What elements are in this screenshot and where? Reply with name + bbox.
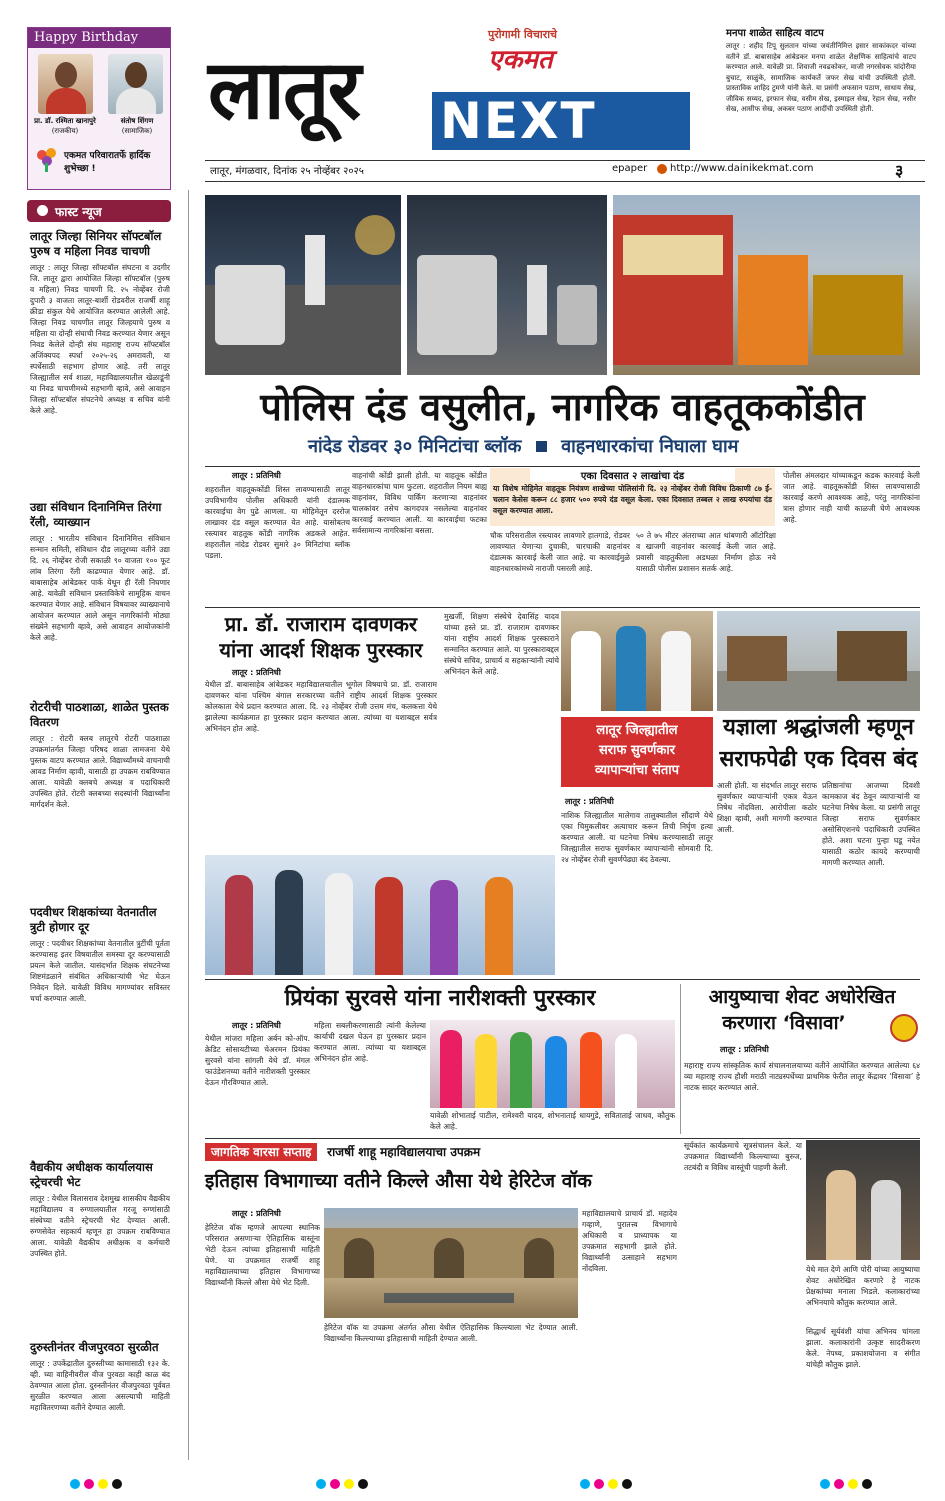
- teacher-headline-1: प्रा. डॉ. राजाराम दावणकर: [224, 612, 418, 636]
- heritage-headline: इतिहास विभागाच्या वतीने किल्ले औसा येथे हेरिटेज वॉक: [205, 1170, 592, 1192]
- lead-col-2: वाहनांची कोंडी झाली होती. या वाहतूक कोंडीत वाहनधारकांचा घाम फुटला. शहरातील नियम बाह्य वाहनांवर, विविध पार्किंग करणाऱ्या वाहनांवर चालकांवर तसेच कागदपत्र नसलेल्या वाहनांवर कारवाई करण्यात आली. या कारवाईचा फटका सर्वसामान्य नागरिकांना बसला.: [352, 471, 487, 535]
- sahitya-headline: मनपा शाळेत साहित्य वाटप: [726, 28, 824, 39]
- masthead-title: लातूर: [208, 43, 360, 138]
- priyanka-body: येथील मांजरा महिला अर्बन को-ऑप. क्रेडिट सोसायटीच्या चेअरमन प्रियंका सुरवसे यांना सांगली येथे डॉ. मंगल फाउंडेशनच्या वतीने नारीशक्ती पुरस्कार देऊन गौरविण्यात आले.: [205, 1034, 310, 1087]
- lead-photo-1: [205, 195, 401, 375]
- saraf-body-3: प्रतिष्ठानांचा आजच्या दिवशी कामकाज बंद ठेवून व्यापाऱ्यांनी या घटनेचा निषेध केला. या प्रसंगी लातूर जिल्हा सराफ सुवर्णकार असोसिएशनचे पदाधिकारी उपस्थित होते. अशा घटना पुन्हा घडू नयेत यासाठी कठोर कायदे करण्याची मागणी करण्यात आली.: [822, 781, 920, 867]
- fast-news-body: लातूर : येथील विलासराव देशमुख शासकीय वैद्यकीय महाविद्यालय व रुग्णालयातील गरजू रुग्णांसाठी संस्थेच्या वतीने स्ट्रेचरची भेट देण्यात आली. रुग्णसेवेत सहकार्य म्हणून हा उपक्रम राबविण्यात आला. यावेळी वैद्यकीय अधीक्षक व कर्मचारी उपस्थित होते.: [30, 1194, 170, 1258]
- fast-news-banner: [27, 200, 171, 222]
- lead-headline: पोलिस दंड वसुलीत, नागरिक वाहतूककोंडीत: [260, 385, 865, 429]
- birthday-name-1: प्रा. डॉ. रश्मिता खानापुरे: [34, 117, 96, 125]
- birthday-box: [27, 27, 171, 190]
- heritage-kicker-2: राजर्षी शाहू महाविद्यालयाचा उपक्रम: [327, 1145, 481, 1159]
- birthday-name-2: संतोष शिंगण: [120, 117, 154, 125]
- saraf-byline: लातूर : प्रतिनिधी: [565, 797, 614, 806]
- saraf-body: नाशिक जिल्ह्यातील मालेगाव तालुक्यातील सौंदाणे येथे एका चिमुकलीवर अत्याचार करून तिची निर्घृण हत्या करण्यात आली. या घटनेचा निषेध करण्यासाठी लातूर जिल्ह्यातील सराफ सुवर्णकार व्यापाऱ्यांनी सोमवारी दि. २४ नोव्हेंबर रोजी सुवर्णपेढ्या बंद ठेवल्या.: [561, 811, 713, 864]
- fast-news-headline: उद्या संविधान दिनानिमित्त तिरंगा रॅली, व्याख्यान: [30, 500, 162, 529]
- saraf-headline-1: यज्ञाला श्रद्धांजली म्हणून: [723, 715, 914, 740]
- masthead-brand: एकमत: [488, 45, 553, 75]
- page-number: ३: [895, 161, 904, 180]
- visava-photo: [806, 1140, 920, 1260]
- fast-news-label: फास्ट न्यूज: [55, 205, 102, 219]
- heritage-body-2: हेरिटेज वॉक या उपक्रमा अंतर्गत औसा येथील ऐतिहासिक किल्ल्याला भेट देण्यात आली. विद्यार्थ्यांना किल्ल्याच्या इतिहासाची माहिती देण्यात आली.: [324, 1323, 578, 1343]
- fast-news-headline: पदवीधर शिक्षकांच्या वेतनातील त्रुटी होणार दूर: [30, 905, 157, 934]
- fast-news-item: [30, 229, 170, 500]
- registration-marks: [0, 1475, 945, 1495]
- birthday-photo-2: [108, 54, 163, 114]
- flower-icon: [34, 146, 60, 172]
- lead-col-1: शहरातील वाहतूककोंडी शिस्त लावण्यासाठी लातूर उपविभागीय पोलीस अधिकारी यांनी दंडात्मक कारवाईचा वेग पुढे आणला. या मोहिमेतून दररोज लाखावर दंड वसूल करण्यात येत आहे. यासोबतच रस्त्यावर वाहतूक कोंडी नागरिक अडकले आहेत. शहरातील नांदेड रोडवर सुमारे ३० मिनिटांचा ब्लॉक पडला.: [205, 485, 350, 560]
- saraf-tag-1: लातूर जिल्ह्यातील: [596, 723, 678, 738]
- priyanka-byline: लातूर : प्रतिनिधी: [232, 1021, 281, 1030]
- birthday-sub-2: (सामाजिक): [121, 127, 153, 135]
- saraf-photo-1: [561, 611, 713, 711]
- fast-news-item: [30, 1160, 170, 1328]
- fast-news-body: लातूर : रोटरी क्लब लातूरचेे रोटरी पाठशाळा उपक्रमांतर्गत जिल्हा परिषद शाळा लामजना येथे पुस्तक वाटप करण्यात आले. विद्यार्थ्यांमध्ये वाचनाची आवड निर्माण व्हावी, यासाठी हा उपक्रम राबविण्यात आला. यावेळी क्लबचे अध्यक्ष व पदाधिकारी उपस्थित होते. रोटरी क्लबच्या सदस्यांनी विद्यार्थ्यांना मार्गदर्शन केले.: [30, 734, 170, 809]
- lead-subhead-2: वाहनधारकांचा निघाला घाम: [561, 436, 739, 457]
- fast-news-body: लातूर : उपकेंद्रातील दुरुस्तीच्या कामासाठी १३२ के. व्ही. च्या वाहिनीवरील वीज पुरवठा काही काळ बंद ठेवण्यात आला होता. दुरुस्तीनंतर वीजपुरवठा पूर्ववत सुरळीत करण्यात आला असल्याची माहिती महावितरणच्या वतीने देण्यात आली.: [30, 1359, 170, 1412]
- priyanka-headline: प्रियंका सुरवसे यांना नारीशक्ती पुरस्कार: [284, 986, 596, 1011]
- birthday-sub-1: (राजकीय): [51, 127, 79, 135]
- lead-col-5: पोलीस अंमलदार यांच्याकडून कडक कारवाई केली जात आहे. वाहतूककोंडी शिस्त लावण्यासाठी कारवाई करणे आवश्यक आहे, परंतु नागरिकांना त्रास होणार नाही याची काळजी घेणे आवश्यक आहे.: [783, 471, 920, 524]
- fast-news-item: [30, 500, 170, 703]
- teacher-byline: लातूर : प्रतिनिधी: [232, 668, 281, 677]
- sahitya-body: लातूर : शहीद टिपू सुलतान यांच्या जयंतीनिमित्त इसार साकांकदर यांच्या वतीने डॉ. बाबासाहेब आंबेडकर मनपा शाळेत शैक्षणिक साहित्यांचे वाटप करण्यात आले. यावेळी प्रा. शिवाजी नवढकोकर, माजी नगरसेवक चांदोरीया बुचाट, साळुंके, सामाजिक कार्यकर्ते जफर सेख यांची उपस्थिती होती. प्रास्ताविक शाहिद टुमणे यांनी केले. या प्रसंगी अफसान पठाण, साधाय सेख, जीविक सय्यद, इरफान सेख, वसीम सेख, इस्माइल सेख, रेहान सेख, नसीर सेख, आसीफ सेख, अकबर पठाण आदींची उपस्थिती होती.: [726, 42, 916, 113]
- fast-news-item: [30, 905, 170, 1148]
- square-bullet-icon: [536, 441, 547, 452]
- saraf-tag-3: व्यापाऱ्यांचा संताप: [594, 763, 680, 778]
- site-url[interactable]: http://www.dainikekmat.com: [670, 163, 814, 174]
- teacher-body: येथील डॉ. बाबासाहेब आंबेडकर महाविद्यालयातील भूगोल विषयाचे प्रा. डॉ. राजाराम दावणकर यांना पश्चिम बंगाल सरकारच्या वतीने राष्ट्रीय आदर्श शिक्षक पुरस्कार कोलकाता येथे प्रदान करण्यात आला. दि. २३ नोव्हेंबर रोजी उत्तम मंच, कलकत्ता येथे झालेल्या कार्यक्रमात हा पुरस्कार प्रदान करण्यात आला. त्यांच्या या यशाबद्दल सर्वत्र अभिनंदन होत आहे.: [205, 680, 437, 733]
- teacher-headline-2: यांना आदर्श शिक्षक पुरस्कार: [219, 638, 423, 662]
- epaper-label: epaper: [612, 163, 648, 174]
- saraf-tag: [561, 717, 713, 787]
- lead-byline: लातूर : प्रतिनिधी: [232, 471, 281, 480]
- lead-photo-3: [613, 195, 920, 375]
- visava-body: महाराष्ट्र राज्य सांस्कृतिक कार्य संचालनालयाच्या वतीने आयोजित करण्यात आलेल्या ६४ व्या महाराष्ट्र राज्य हौशी मराठी नाट्यस्पर्धेच्या प्राथमिक फेरीत लातूर केंद्रावर ‘विसावा’ हे नाटक सादर करण्यात आले.: [684, 1061, 920, 1092]
- visava-headline-2: करणारा ‘विसावा’: [722, 1012, 846, 1034]
- visava-body-2: येथे मात देणे आणि पोरी यांच्या आयुष्याचा शेवट अधोरेखित करणारे हे नाटक प्रेक्षकांच्या मनाला भिडले. कलाकारांच्या अभिनयाचे कौतुक करण्यात आले.: [806, 1265, 920, 1307]
- lead-box-headline: एका दिवसात २ लाखांचा दंड: [530, 468, 735, 482]
- saraf-photo-2: [717, 611, 920, 711]
- fast-news-body: लातूर : भारतीय संविधान दिनानिमित्त संविधान सन्मान समिती, संविधान दौड लातूरच्या वतीने उद्या दि. २६ नोव्हेंबर रोजी सकाळी ९० वाजता १०० फूट लांब तिरंगा रॅली काढण्यात येणार आहे. डॉ. बाबासाहेब आंबेडकर पार्क येथून ही रॅली निघणार आहे. यावेळी सविधान प्रस्ताविकेचे सामूहिक वाचन करण्यात येणार आहे. संविधान विषयावर व्याख्यानाचे आयोजन करण्यात आले असून नागरिकांनी मोठ्या संख्येने सहभागी व्हावे, असे आवाहन आयोजकांनी केले आहे.: [30, 534, 170, 642]
- lead-subhead: [308, 434, 920, 460]
- heritage-body: हेरिटेज वॉक म्हणजे आपल्या स्थानिक परिसरात असणाऱ्या ऐतिहासिक वास्तूंना भेटी देऊन त्यांच्या इतिहासाची माहिती घेणे. या उपक्रमात राजर्षी शाहू महाविद्यालयाच्या इतिहास विभागाच्या विद्यार्थ्यांनी किल्ले औसा येथे भेट दिली.: [205, 1223, 320, 1287]
- priyanka-photo: [430, 1020, 675, 1108]
- lead-subhead-1: नांदेड रोडवर ३० मिनिटांचा ब्लॉक: [308, 436, 522, 457]
- priyanka-caption: यावेळी शोभाताई पाटील, रामेश्वरी यादव, शोभनाताई धायगुडे, सविताताई जाधव, कौतुक केले आहे.: [430, 1111, 675, 1131]
- sahitya-box: [726, 27, 916, 157]
- priyanka-body-2: महिला सबलीकरणासाठी त्यांनी केलेल्या कार्याची दखल घेऊन हा पुरस्कार प्रदान करण्यात आला. त्यांच्या या यशाबद्दल अभिनंदन होत आहे.: [314, 1021, 426, 1063]
- masthead-tagline: पुरोगामी विचाराचे: [488, 28, 558, 41]
- heritage-photo: [324, 1208, 578, 1318]
- globe-icon: [657, 164, 667, 174]
- birthday-title: Happy Birthday: [28, 28, 170, 48]
- saraf-body-2: आली होती. या संदर्भात लातूर सराफ सुवर्णकार व्यापाऱ्यांनी एकत्र येऊन निषेध नोंदविला. आरोपीला कठोर शिक्षा व्हावी, अशी मागणी करण्यात आली.: [717, 781, 817, 834]
- heritage-byline: लातूर : प्रतिनिधी: [232, 1209, 281, 1218]
- heritage-body-4: सूर्यकांत कार्यक्रमाचे सूत्रसंचालन केले. या उपक्रमात विद्यार्थ्यांनी किल्ल्याच्या बुरुज, तटबंदी व विविध वास्तूंची पाहणी केली.: [684, 1141, 802, 1172]
- lead-col-4: ५० ते ७५ मीटर अंतराच्या आत थांबणारी ऑटोरिक्षा व खाजगी वाहनांवर कारवाई केली जात आहे. प्रवासी वाहतुकीला अडथळा निर्माण होऊ नये यासाठी पोलीस प्रशासन सतर्क आहे.: [636, 531, 776, 573]
- visava-headline-1: आयुष्याचा शेवट अधोरेखित: [708, 986, 896, 1008]
- fast-news-item: [30, 700, 170, 903]
- fast-news-item: [30, 1340, 170, 1468]
- fast-news-headline: वैद्यकीय अधीक्षक कार्यालयास स्ट्रेचरची भेट: [30, 1160, 153, 1189]
- heritage-kicker: [205, 1142, 675, 1162]
- lead-col-3: चौक परिसरातील रस्त्यावर लावणारे हातगाडे, रोडवर लावण्यात येणाऱ्या दुचाकी, चारचाकी वाहनांवर दंडात्मक कारवाई केली जात आहे. या कारवाईमुळे वाहनधारकांमध्ये नाराजी पसरली आहे.: [490, 531, 630, 573]
- birthday-wish: एकमत परिवारातर्फे हार्दिक शुभेच्छा !: [64, 151, 151, 174]
- lead-box-body: या विशेष मोहिमेत वाहतूक नियंत्रण शाखेच्या पोलिसांनी दि. २३ नोव्हेंबर रोजी विविध ठिकाणी ८७ ई-चलान केसेस करून ८८ हजार ५०० रुपये दंड वसूल केला. एका दिवसात तब्बल २ लाख रुपयांचा दंड वसूल करण्यात आला.: [493, 484, 772, 515]
- bell-icon: [37, 205, 48, 216]
- dateline: लातूर, मंगळवार, दिनांक २५ नोव्हेंबर २०२५: [210, 166, 364, 177]
- birthday-photo-1: [38, 54, 93, 114]
- fast-news-headline: दुरुस्तीनंतर वीजपुरवठा सुरळीत: [30, 1340, 159, 1354]
- masthead-next: NEXT: [432, 92, 690, 150]
- heritage-kicker-1: जागतिक वारसा सप्ताह: [205, 1143, 317, 1161]
- drama-logo-icon: [890, 1014, 918, 1042]
- lead-box: [490, 468, 775, 526]
- visava-byline: लातूर : प्रतिनिधी: [720, 1045, 769, 1054]
- fast-news-body: लातूर : लातूर जिल्हा सॉफ्टबॉल संघटना व उदगीर जि. लातूर द्वारा आयोजित जिल्हा सॉफ्टबॉल (पुरुष व महिला) निवड चाचणी दि. २५ नोव्हेंबर रोजी दुपारी ३ वाजता लातूर-बार्शी रोडवरील राजर्षी शाहू क्रीडा संकुल येथे आयोजित करण्यात आलेली आहे. जिल्हा निवड चाचणीत लातूर जिल्हयाचे पुरुष व महिला या दोन्ही संघाची निवड करण्यात येणार असून निवड केलेले दोन्ही संघ महाराष्ट्र राज्य सॉफ्टबॉल अजिंक्यपद स्पर्धा २०२५-२६ अमरावती, या स्पर्धेसाठी सहभाग होणार आहे. तरी लातूर जिल्ह्यातील सर्व शाळा, महाविद्यालयातील खेळाडूंनी या निवड चाचणीमध्ये सहभागी व्हावे, असे आवाहन जिल्हा सॉफ्टबॉल संघटनेचे अध्यक्ष व सचिव यांनी केले आहे.: [30, 263, 170, 415]
- teacher-photo: [205, 855, 555, 975]
- fast-news-headline: लातूर जिल्हा सिनियर सॉफ्टबॉल पुरुष व महिला निवड चाचणी: [30, 229, 162, 258]
- fast-news-headline: रोटरीची पाठशाळा, शाळेत पुस्तक वितरण: [30, 700, 169, 729]
- fast-news-body: लातूर : पदवीधर शिक्षकांच्या वेतनातील त्रुटींची पूर्तता करण्यासह इतर विषयातील समस्या दूर करण्यासाठी प्रयत्न केले जातील. यासंदर्भात शिक्षक संघटनेच्या शिष्टमंडळाने संबंधित अधिकाऱ्यांची भेट घेऊन निवेदन दिले. यावेळी विविध मागण्यांवर सविस्तर चर्चा करण्यात आली.: [30, 939, 170, 1003]
- teacher-body-2: मुखर्जी, शिक्षण संस्थेचे देवासिंह यादव यांच्या हस्ते प्रा. डॉ. राजाराम दावणकर यांना राष्ट्रीय आदर्श शिक्षक पुरस्काराने सन्मानित करण्यात आले. या पुरस्काराबद्दल संस्थेचे सचिव, प्राचार्य व सहकाऱ्यांनी त्यांचे अभिनंदन केले आहे.: [444, 612, 559, 676]
- heritage-body-5: सिद्धार्थ सूर्यवंशी यांचा अभिनय चांगला झाला. कलाकारांनी उत्कृष्ट सादरीकरण केले. नेपथ्य, प्रकाशयोजना व संगीत यांचेही कौतुक झाले.: [806, 1327, 920, 1369]
- lead-photo-2: [407, 195, 607, 375]
- saraf-tag-2: सराफ सुवर्णकार: [598, 743, 676, 758]
- heritage-body-3: महाविद्यालयाचे प्राचार्य डॉ. महादेव गव्हाणे, पुरातत्त्व विभागाचे अधिकारी व प्राध्यापक या उपक्रमात सहभागी झाले होते. विद्यार्थ्यांनी उत्साहाने सहभाग नोंदविला.: [582, 1209, 677, 1273]
- saraf-headline-2: सराफपेढी एक दिवस बंद: [719, 747, 918, 772]
